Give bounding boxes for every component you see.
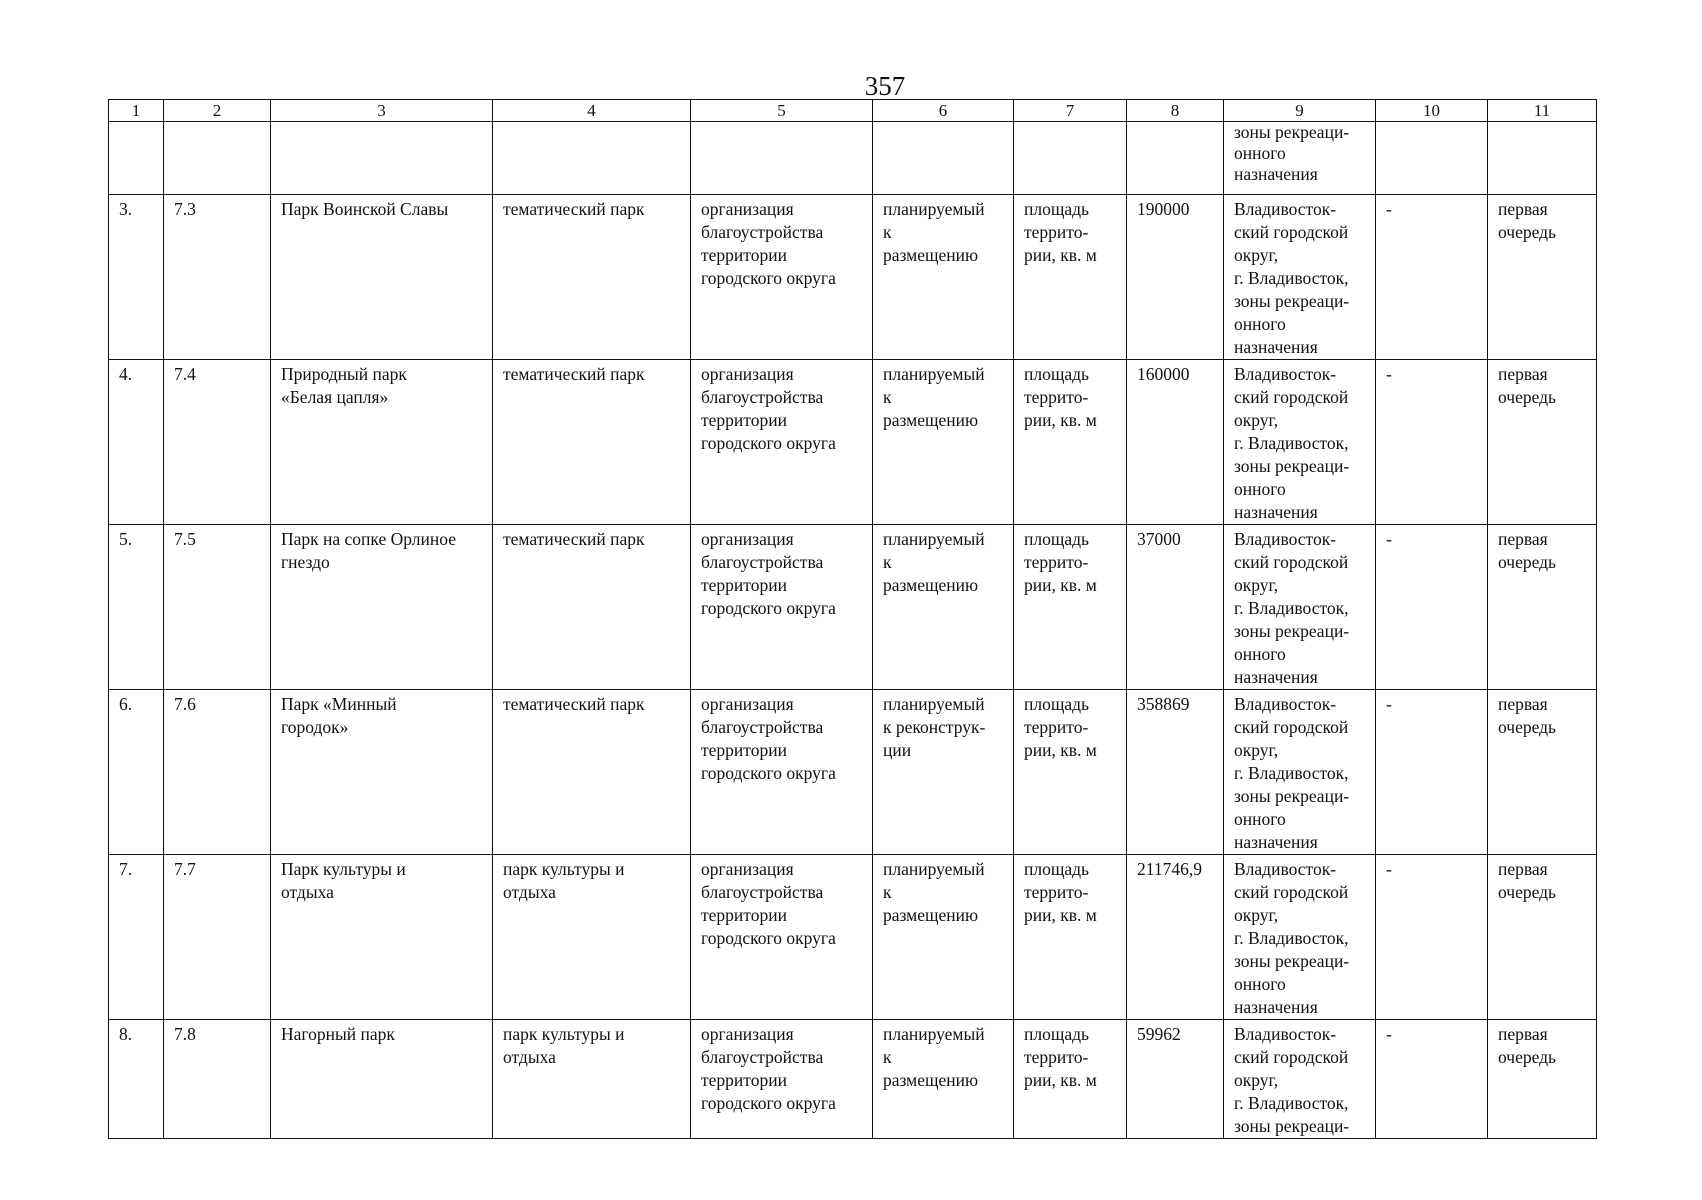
table-cell <box>1014 122 1127 195</box>
cell-line: первая <box>1498 199 1548 219</box>
cell-line: размещению <box>883 575 979 595</box>
table-cell <box>1127 122 1224 195</box>
cell-line: планируемый <box>883 529 985 549</box>
purpose-cell <box>691 195 873 360</box>
cell-line: к <box>883 387 892 407</box>
name-cell <box>271 690 493 855</box>
column-10-cell: - <box>1376 690 1488 855</box>
value-cell: 211746,9 <box>1127 855 1224 1020</box>
stage-cell <box>1488 855 1597 1020</box>
cell-line: городского округа <box>701 598 836 618</box>
stage-cell <box>1488 690 1597 855</box>
purpose-cell <box>691 525 873 690</box>
cell-line: назначения <box>1234 832 1318 852</box>
cell-line: очередь <box>1498 882 1557 902</box>
cell-line: первая <box>1498 529 1548 549</box>
cell-line: размещению <box>883 410 979 430</box>
cell-line: парк культуры и <box>503 859 625 879</box>
table-cell <box>691 122 873 195</box>
continuation-row <box>109 122 1597 195</box>
cell-line: организация <box>701 1024 794 1044</box>
code-cell: 7.5 <box>164 525 271 690</box>
status-cell <box>873 690 1014 855</box>
cell-line: площадь <box>1024 1024 1089 1044</box>
cell-line: Владивосток- <box>1234 1024 1337 1044</box>
table-cell <box>1488 122 1597 195</box>
column-header: 2 <box>164 100 271 122</box>
cell-line: территории <box>701 410 787 430</box>
cell-line: онного <box>1234 479 1286 499</box>
stage-cell <box>1488 195 1597 360</box>
name-cell: Нагорный парк <box>271 1020 493 1139</box>
table-row <box>109 855 1597 1020</box>
location-cell <box>1224 122 1376 195</box>
cell-line: благоустройства <box>701 1047 824 1067</box>
cell-line: Владивосток- <box>1234 199 1337 219</box>
cell-line: назначения <box>1234 667 1318 687</box>
type-cell <box>493 1020 691 1139</box>
value-cell: 37000 <box>1127 525 1224 690</box>
cell-line: городского округа <box>701 433 836 453</box>
column-header: 3 <box>271 100 493 122</box>
cell-line: террито- <box>1024 222 1089 242</box>
cell-line: Парк на сопке Орлиное <box>281 529 456 549</box>
cell-line: рии, кв. м <box>1024 410 1097 430</box>
cell-line: благоустройства <box>701 882 824 902</box>
cell-line: очередь <box>1498 1047 1557 1067</box>
row-number-cell: 4. <box>109 360 164 525</box>
cell-line: организация <box>701 859 794 879</box>
type-cell: тематический парк <box>493 360 691 525</box>
cell-line: округ, <box>1234 245 1279 265</box>
cell-line: зоны рекреаци- <box>1234 786 1350 806</box>
parameter-cell <box>1014 195 1127 360</box>
column-header: 7 <box>1014 100 1127 122</box>
cell-line: планируемый <box>883 364 985 384</box>
table-cell <box>164 122 271 195</box>
cell-line: городского округа <box>701 763 836 783</box>
status-cell <box>873 360 1014 525</box>
cell-line: террито- <box>1024 387 1089 407</box>
table-row <box>109 1020 1597 1139</box>
table-row <box>109 525 1597 690</box>
type-cell: тематический парк <box>493 195 691 360</box>
cell-line: размещению <box>883 245 979 265</box>
cell-line: площадь <box>1024 529 1089 549</box>
cell-line: ский городской <box>1234 552 1349 572</box>
cell-line: к <box>883 882 892 902</box>
cell-line: организация <box>701 364 794 384</box>
column-10-cell: - <box>1376 525 1488 690</box>
location-cell <box>1224 1020 1376 1139</box>
value-cell: 358869 <box>1127 690 1224 855</box>
cell-line: г. Владивосток, <box>1234 598 1349 618</box>
cell-line: ский городской <box>1234 387 1349 407</box>
cell-line: онного <box>1234 974 1286 994</box>
cell-line: ский городской <box>1234 1047 1349 1067</box>
cell-line: первая <box>1498 694 1548 714</box>
cell-line: рии, кв. м <box>1024 905 1097 925</box>
location-cell <box>1224 855 1376 1020</box>
cell-line: зоны рекреаци- <box>1234 951 1350 971</box>
column-header: 9 <box>1224 100 1376 122</box>
cell-line: террито- <box>1024 717 1089 737</box>
name-cell <box>271 360 493 525</box>
cell-line: зоны рекреаци- <box>1234 291 1350 311</box>
cell-line: планируемый <box>883 199 985 219</box>
column-number-header-row <box>109 100 1597 122</box>
cell-line: округ, <box>1234 740 1279 760</box>
cell-line: территории <box>701 905 787 925</box>
name-cell <box>271 525 493 690</box>
cell-line: площадь <box>1024 859 1089 879</box>
stage-cell <box>1488 360 1597 525</box>
cell-line: онного <box>1234 809 1286 829</box>
row-number-cell: 6. <box>109 690 164 855</box>
cell-line: территории <box>701 245 787 265</box>
purpose-cell <box>691 1020 873 1139</box>
row-number-cell: 8. <box>109 1020 164 1139</box>
cell-line: к <box>883 552 892 572</box>
stage-cell <box>1488 1020 1597 1139</box>
parameter-cell <box>1014 525 1127 690</box>
column-header: 6 <box>873 100 1014 122</box>
cell-line: назначения <box>1234 502 1318 522</box>
parameter-cell <box>1014 1020 1127 1139</box>
cell-line: онного <box>1234 314 1286 334</box>
cell-line: Парк «Минный <box>281 694 397 714</box>
cell-line: онного <box>1234 143 1286 163</box>
cell-line: благоустройства <box>701 387 824 407</box>
table-row <box>109 360 1597 525</box>
code-cell: 7.8 <box>164 1020 271 1139</box>
cell-line: зоны рекреаци- <box>1234 122 1350 142</box>
stage-cell <box>1488 525 1597 690</box>
status-cell <box>873 1020 1014 1139</box>
cell-line: Владивосток- <box>1234 859 1337 879</box>
code-cell: 7.7 <box>164 855 271 1020</box>
cell-line: гнездо <box>281 552 330 572</box>
cell-line: организация <box>701 199 794 219</box>
cell-line: рии, кв. м <box>1024 575 1097 595</box>
cell-line: площадь <box>1024 364 1089 384</box>
cell-line: назначения <box>1234 337 1318 357</box>
cell-line: организация <box>701 529 794 549</box>
cell-line: площадь <box>1024 694 1089 714</box>
status-cell <box>873 195 1014 360</box>
cell-line: к <box>883 222 892 242</box>
code-cell: 7.3 <box>164 195 271 360</box>
location-cell <box>1224 360 1376 525</box>
cell-line: Природный парк <box>281 364 407 384</box>
cell-line: площадь <box>1024 199 1089 219</box>
cell-line: назначения <box>1234 997 1318 1017</box>
cell-line: зоны рекреаци- <box>1234 621 1350 641</box>
cell-line: территории <box>701 1070 787 1090</box>
cell-line: планируемый <box>883 694 985 714</box>
cell-line: организация <box>701 694 794 714</box>
cell-line: ции <box>883 740 912 760</box>
parameter-cell <box>1014 360 1127 525</box>
cell-line: благоустройства <box>701 717 824 737</box>
purpose-cell <box>691 690 873 855</box>
row-number-cell: 5. <box>109 525 164 690</box>
column-header: 5 <box>691 100 873 122</box>
cell-line: городского округа <box>701 268 836 288</box>
cell-line: г. Владивосток, <box>1234 1093 1349 1113</box>
cell-line: очередь <box>1498 717 1557 737</box>
cell-line: округ, <box>1234 905 1279 925</box>
cell-line: первая <box>1498 1024 1548 1044</box>
cell-line: к реконструк- <box>883 717 986 737</box>
cell-line: очередь <box>1498 552 1557 572</box>
cell-line: онного <box>1234 644 1286 664</box>
location-cell <box>1224 195 1376 360</box>
type-cell <box>493 855 691 1020</box>
value-cell: 160000 <box>1127 360 1224 525</box>
cell-line: территории <box>701 575 787 595</box>
purpose-cell <box>691 360 873 525</box>
location-cell <box>1224 690 1376 855</box>
column-header: 4 <box>493 100 691 122</box>
cell-line: террито- <box>1024 552 1089 572</box>
cell-line: рии, кв. м <box>1024 740 1097 760</box>
table-cell <box>271 122 493 195</box>
table-cell <box>109 122 164 195</box>
code-cell: 7.4 <box>164 360 271 525</box>
row-number-cell: 7. <box>109 855 164 1020</box>
column-10-cell: - <box>1376 1020 1488 1139</box>
cell-line: первая <box>1498 859 1548 879</box>
column-header: 10 <box>1376 100 1488 122</box>
cell-line: парк культуры и <box>503 1024 625 1044</box>
document-table <box>108 99 1597 1139</box>
cell-line: отдыха <box>503 1047 556 1067</box>
cell-line: размещению <box>883 1070 979 1090</box>
row-number-cell: 3. <box>109 195 164 360</box>
parameter-cell <box>1014 855 1127 1020</box>
cell-line: г. Владивосток, <box>1234 763 1349 783</box>
cell-line: Владивосток- <box>1234 364 1337 384</box>
cell-line: рии, кв. м <box>1024 1070 1097 1090</box>
column-header: 1 <box>109 100 164 122</box>
cell-line: зоны рекреаци- <box>1234 456 1350 476</box>
page-number: 357 <box>864 71 906 101</box>
cell-line: городского округа <box>701 928 836 948</box>
table-cell <box>873 122 1014 195</box>
cell-line: благоустройства <box>701 552 824 572</box>
cell-line: округ, <box>1234 410 1279 430</box>
status-cell <box>873 525 1014 690</box>
cell-line: округ, <box>1234 575 1279 595</box>
column-10-cell: - <box>1376 855 1488 1020</box>
cell-line: планируемый <box>883 1024 985 1044</box>
cell-line: Владивосток- <box>1234 529 1337 549</box>
cell-line: благоустройства <box>701 222 824 242</box>
cell-line: планируемый <box>883 859 985 879</box>
cell-line: ский городской <box>1234 222 1349 242</box>
cell-line: г. Владивосток, <box>1234 433 1349 453</box>
cell-line: «Белая цапля» <box>281 387 389 407</box>
value-cell: 190000 <box>1127 195 1224 360</box>
status-cell <box>873 855 1014 1020</box>
cell-line: г. Владивосток, <box>1234 268 1349 288</box>
name-cell: Парк Воинской Славы <box>271 195 493 360</box>
cell-line: Парк культуры и <box>281 859 406 879</box>
type-cell: тематический парк <box>493 525 691 690</box>
cell-line: рии, кв. м <box>1024 245 1097 265</box>
cell-line: городского округа <box>701 1093 836 1113</box>
parameter-cell <box>1014 690 1127 855</box>
table-cell <box>1376 122 1488 195</box>
cell-line: размещению <box>883 905 979 925</box>
cell-line: ский городской <box>1234 882 1349 902</box>
location-cell <box>1224 525 1376 690</box>
value-cell: 59962 <box>1127 1020 1224 1139</box>
cell-line: ский городской <box>1234 717 1349 737</box>
column-10-cell: - <box>1376 360 1488 525</box>
cell-line: отдыха <box>281 882 334 902</box>
column-10-cell: - <box>1376 195 1488 360</box>
cell-line: отдыха <box>503 882 556 902</box>
code-cell: 7.6 <box>164 690 271 855</box>
table-cell <box>493 122 691 195</box>
cell-line: к <box>883 1047 892 1067</box>
cell-line: назначения <box>1234 164 1318 184</box>
column-header: 11 <box>1488 100 1597 122</box>
table-row <box>109 690 1597 855</box>
cell-line: террито- <box>1024 882 1089 902</box>
cell-line: зоны рекреаци- <box>1234 1116 1350 1136</box>
cell-line: городок» <box>281 717 349 737</box>
cell-line: территории <box>701 740 787 760</box>
name-cell <box>271 855 493 1020</box>
table-row <box>109 195 1597 360</box>
cell-line: очередь <box>1498 222 1557 242</box>
cell-line: округ, <box>1234 1070 1279 1090</box>
cell-line: очередь <box>1498 387 1557 407</box>
cell-line: террито- <box>1024 1047 1089 1067</box>
type-cell: тематический парк <box>493 690 691 855</box>
cell-line: первая <box>1498 364 1548 384</box>
cell-line: г. Владивосток, <box>1234 928 1349 948</box>
column-header: 8 <box>1127 100 1224 122</box>
purpose-cell <box>691 855 873 1020</box>
cell-line: Владивосток- <box>1234 694 1337 714</box>
